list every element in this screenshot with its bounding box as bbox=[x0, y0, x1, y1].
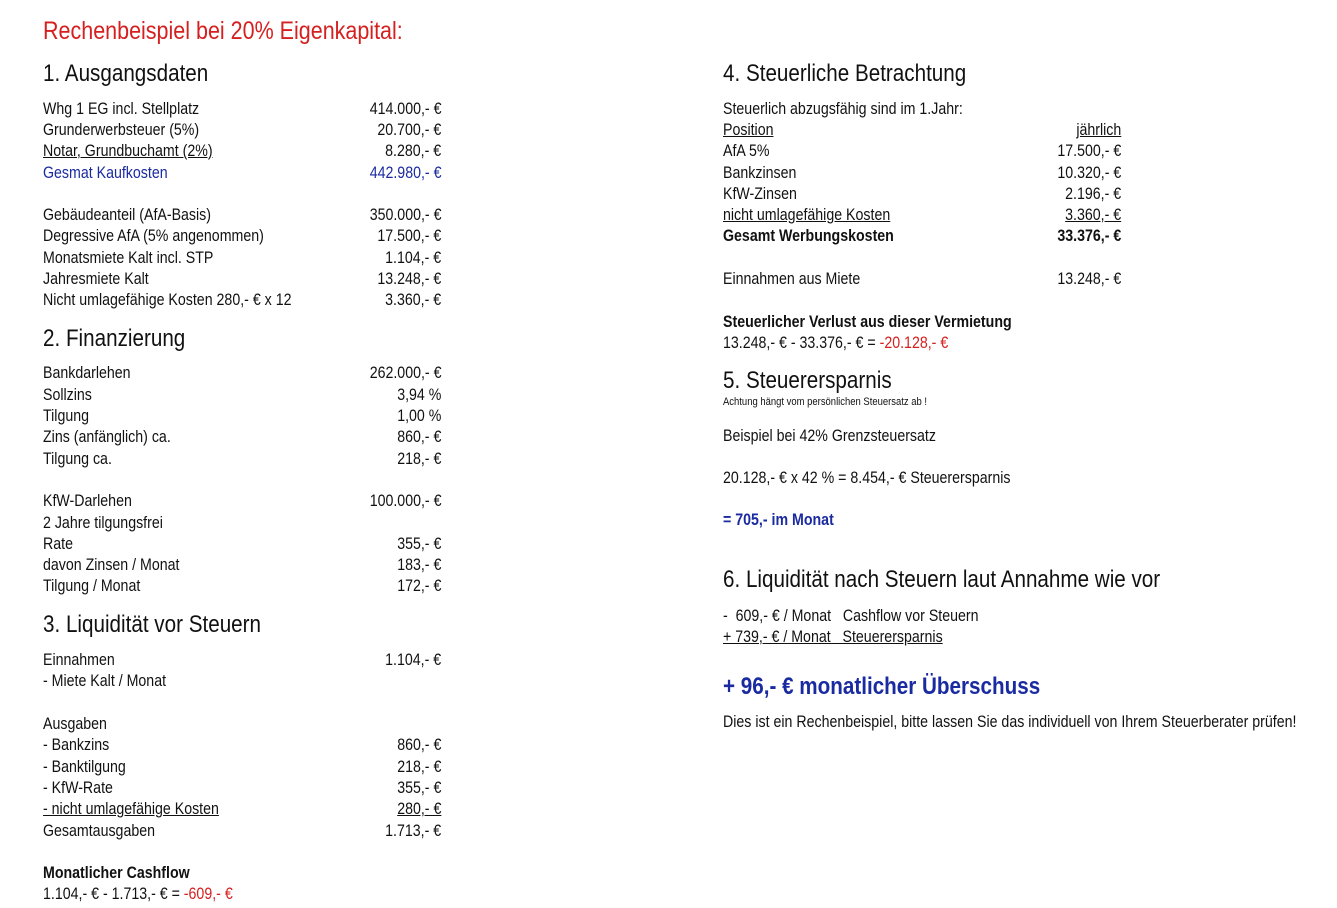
total-purchase-row: Gesmat Kaufkosten 442.980,- € bbox=[43, 164, 441, 182]
table-row: Tilgung 1,00 % bbox=[43, 407, 441, 425]
table-row: Monatsmiete Kalt incl. STP 1.104,- € bbox=[43, 249, 441, 267]
table-row: 2 Jahre tilgungsfrei bbox=[43, 514, 163, 532]
deductible-intro: Steuerlich abzugsfähig sind im 1.Jahr: bbox=[723, 100, 963, 118]
table-row: - nicht umlagefähige Kosten 280,- € bbox=[43, 800, 441, 818]
total-row: Gesamt Werbungskosten 33.376,- € bbox=[723, 227, 1121, 245]
table-row: Zins (anfänglich) ca. 860,- € bbox=[43, 428, 441, 446]
table-row: Tilgung ca. 218,- € bbox=[43, 450, 441, 468]
table-row: Notar, Grundbuchamt (2%) 8.280,- € bbox=[43, 142, 441, 160]
loss-calc: 13.248,- € - 33.376,- € = bbox=[723, 334, 880, 352]
table-row: KfW-Zinsen 2.196,- € bbox=[723, 185, 1121, 203]
loss-title: Steuerlicher Verlust aus dieser Vermietung bbox=[723, 313, 1012, 331]
section-1-heading: 1. Ausgangsdaten bbox=[43, 60, 209, 87]
table-row: Bankdarlehen 262.000,- € bbox=[43, 364, 441, 382]
cashflow-calculation bbox=[43, 884, 264, 905]
table-row: Gebäudeanteil (AfA-Basis) 350.000,- € bbox=[43, 206, 441, 224]
table-row: Grunderwerbsteuer (5%) 20.700,- € bbox=[43, 121, 441, 139]
table-row: Degressive AfA (5% angenommen) 17.500,- € bbox=[43, 227, 441, 245]
cashflow-calc: 1.104,- € - 1.713,- € = bbox=[43, 885, 184, 903]
tax-rate-note: Achtung hängt vom persönlichen Steuersatz ab ! bbox=[723, 396, 928, 408]
table-row: - Miete Kalt / Monat bbox=[43, 672, 167, 690]
liquidity-line-1: - 609,- € / Monat Cashflow vor Steuern bbox=[723, 607, 979, 625]
section-4-heading: 4. Steuerliche Betrachtung bbox=[723, 60, 967, 87]
section-6-heading: 6. Liquidität nach Steuern laut Annahme wie vor bbox=[723, 566, 1161, 593]
monthly-surplus: + 96,- € monatlicher Überschuss bbox=[723, 673, 1041, 700]
disclaimer: Dies ist ein Rechenbeispiel, bitte lassen Sie das individuell von Ihrem Steuerberater prüfen! bbox=[723, 713, 1297, 731]
table-row: Einnahmen 1.104,- € bbox=[43, 651, 441, 669]
table-row: nicht umlagefähige Kosten 3.360,- € bbox=[723, 206, 1121, 224]
section-2-heading: 2. Finanzierung bbox=[43, 325, 186, 352]
cashflow-result: -609,- € bbox=[183, 885, 233, 903]
table-row: Ausgaben bbox=[43, 715, 107, 733]
table-row: Nicht umlagefähige Kosten 280,- € x 12 3.360,- € bbox=[43, 291, 441, 309]
section-5-heading: 5. Steuerersparnis bbox=[723, 367, 892, 394]
table-row: Jahresmiete Kalt 13.248,- € bbox=[43, 270, 441, 288]
table-row: Gesamtausgaben 1.713,- € bbox=[43, 822, 441, 840]
table-row: KfW-Darlehen 100.000,- € bbox=[43, 492, 441, 510]
table-row: - KfW-Rate 355,- € bbox=[43, 779, 441, 797]
cashflow-title: Monatlicher Cashflow bbox=[43, 864, 190, 882]
table-row: davon Zinsen / Monat 183,- € bbox=[43, 556, 441, 574]
income-row: Einnahmen aus Miete 13.248,- € bbox=[723, 270, 1121, 288]
table-row: AfA 5% 17.500,- € bbox=[723, 142, 1121, 160]
table-row: - Banktilgung 218,- € bbox=[43, 758, 441, 776]
table-row: Bankzinsen 10.320,- € bbox=[723, 164, 1121, 182]
liquidity-line-2: + 739,- € / Monat Steuerersparnis bbox=[723, 628, 943, 646]
tax-example: Beispiel bei 42% Grenzsteuersatz bbox=[723, 427, 936, 445]
table-row: Rate 355,- € bbox=[43, 535, 441, 553]
monthly-saving: = 705,- im Monat bbox=[723, 511, 834, 529]
loss-calculation bbox=[723, 333, 985, 354]
table-row: Sollzins 3,94 % bbox=[43, 386, 441, 404]
table-row: - Bankzins 860,- € bbox=[43, 736, 441, 754]
table-row: Whg 1 EG incl. Stellplatz 414.000,- € bbox=[43, 100, 441, 118]
tax-calculation: 20.128,- € x 42 % = 8.454,- € Steuerersparnis bbox=[723, 469, 1011, 487]
loss-result: -20.128,- € bbox=[879, 334, 949, 352]
page-title: Rechenbeispiel bei 20% Eigenkapital: bbox=[43, 17, 403, 45]
section-3-heading: 3. Liquidität vor Steuern bbox=[43, 611, 262, 638]
table-header: Position jährlich bbox=[723, 121, 1121, 139]
table-row: Tilgung / Monat 172,- € bbox=[43, 577, 441, 595]
